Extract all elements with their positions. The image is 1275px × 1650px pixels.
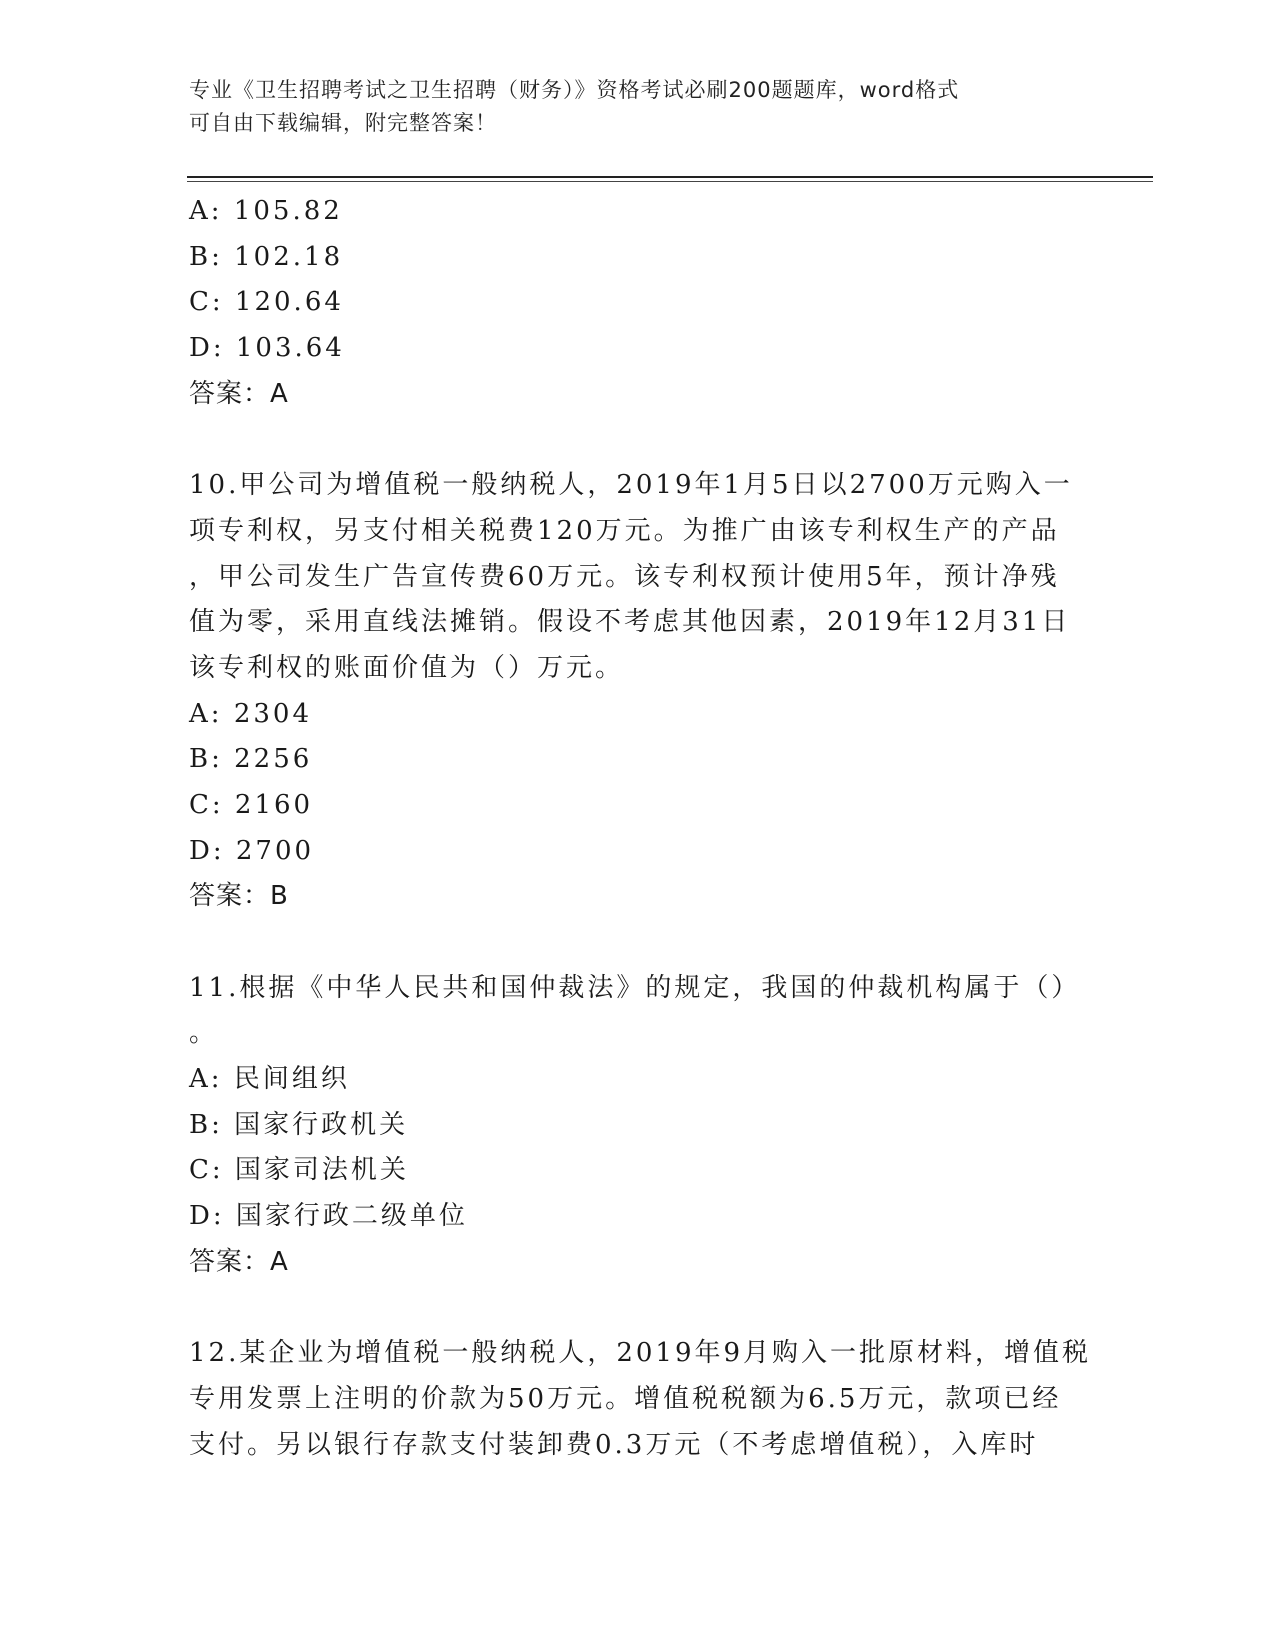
question-10 bbox=[189, 463, 1089, 920]
spacer bbox=[189, 1286, 1089, 1332]
question-text-line: 专用发票上注明的价款为50万元。增值税税额为6.5万元，款项已经 bbox=[189, 1383, 1062, 1414]
question-text-line: 12.某企业为增值税一般纳税人，2019年9月购入一批原材料，增值税 bbox=[189, 1338, 1092, 1369]
question-text-line: 项专利权，另支付相关税费120万元。为推广由该专利权生产的产品 bbox=[189, 515, 1060, 546]
question-text-line: 。 bbox=[189, 1018, 219, 1049]
answer: 答案：B bbox=[189, 881, 289, 912]
question-text-line: 值为零，采用直线法摊销。假设不考虑其他因素，2019年12月31日 bbox=[189, 607, 1071, 638]
spacer bbox=[189, 417, 1089, 463]
option-c: C: 120.64 bbox=[189, 287, 344, 318]
option-d: D: 103.64 bbox=[189, 333, 345, 364]
question-9 bbox=[189, 189, 1089, 417]
question-list bbox=[189, 189, 1092, 1468]
option-c: C: 国家司法机关 bbox=[189, 1155, 409, 1186]
question-11 bbox=[189, 966, 1089, 1286]
question-12 bbox=[189, 1331, 1092, 1468]
header-line-2: 可自由下载编辑，附完整答案！ bbox=[189, 111, 497, 135]
option-b: B: 国家行政机关 bbox=[189, 1109, 409, 1140]
answer: 答案：A bbox=[189, 378, 289, 409]
spacer bbox=[189, 920, 1089, 966]
option-d: D: 2700 bbox=[189, 835, 315, 866]
header-divider-thin bbox=[187, 181, 1153, 182]
document-header bbox=[189, 74, 1069, 140]
header-divider bbox=[187, 176, 1153, 178]
question-text-line: 10.甲公司为增值税一般纳税人，2019年1月5日以2700万元购入一 bbox=[189, 470, 1073, 501]
option-a: A: 105.82 bbox=[189, 196, 343, 226]
option-a: A: 民间组织 bbox=[189, 1064, 350, 1095]
option-b: B: 2256 bbox=[189, 744, 313, 775]
header-line-1: 专业《卫生招聘考试之卫生招聘（财务）》资格考试必刷200题题库，word格式 bbox=[189, 78, 960, 102]
option-a: A: 2304 bbox=[189, 698, 312, 729]
answer: 答案：A bbox=[189, 1246, 289, 1277]
option-c: C: 2160 bbox=[189, 789, 314, 820]
option-d: D: 国家行政二级单位 bbox=[189, 1201, 468, 1232]
question-text-line: 11.根据《中华人民共和国仲裁法》的规定，我国的仲裁机构属于（） bbox=[189, 972, 1081, 1003]
question-text-line: ，甲公司发生广告宣传费60万元。该专利权预计使用5年，预计净残 bbox=[189, 561, 1060, 592]
question-text-line: 支付。另以银行存款支付装卸费0.3万元（不考虑增值税），入库时 bbox=[189, 1429, 1039, 1460]
question-text-line: 该专利权的账面价值为（）万元。 bbox=[189, 652, 625, 683]
option-b: B: 102.18 bbox=[189, 241, 344, 272]
